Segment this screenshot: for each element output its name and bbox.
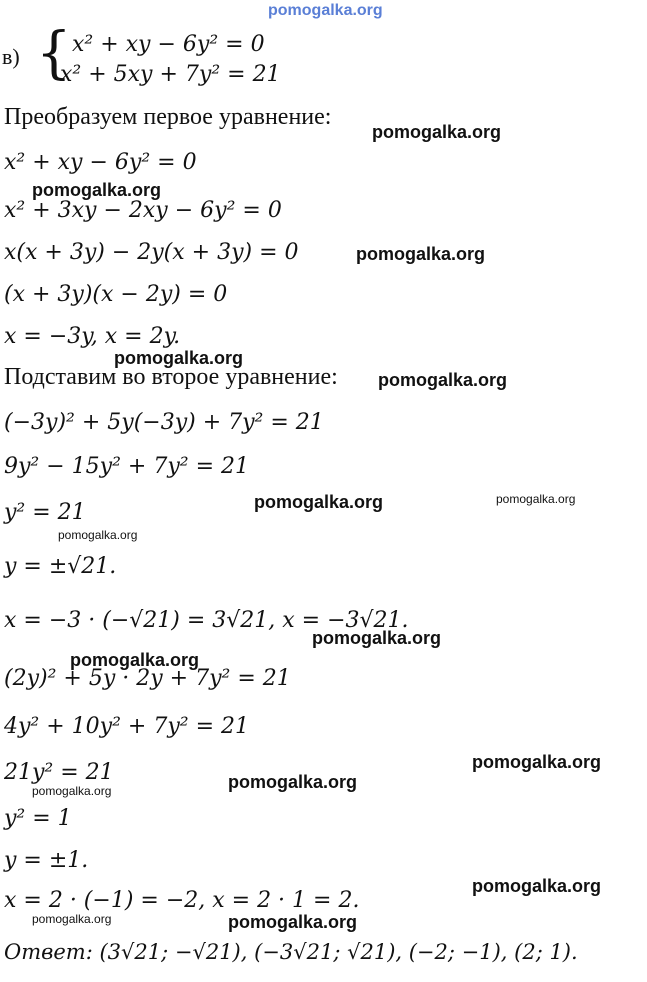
watermark: pomogalka.org — [356, 244, 486, 264]
equation-line: x² + xy − 6y² = 0 — [4, 150, 197, 175]
equation-line: y² = 1 — [4, 806, 72, 831]
watermark: pomogalka.org — [472, 876, 602, 896]
equation-line: (−3y)² + 5y(−3y) + 7y² = 21 — [4, 410, 324, 435]
equation-line: (x + 3y)(x − 2y) = 0 — [4, 282, 228, 307]
equation-line: x(x + 3y) − 2y(x + 3y) = 0 — [4, 240, 299, 265]
watermark: pomogalka.org — [32, 912, 112, 926]
watermark: pomogalka.org — [228, 772, 358, 792]
watermark: pomogalka.org — [32, 180, 162, 200]
watermark: pomogalka.org — [496, 492, 576, 506]
watermark: pomogalka.org — [372, 122, 502, 142]
equation-line: 9y² − 15y² + 7y² = 21 — [4, 454, 249, 479]
equation-line: (2y)² + 5y · 2y + 7y² = 21 — [4, 666, 291, 691]
watermark-top: pomogalka.org — [268, 2, 383, 19]
equation-line: 4y² + 10y² + 7y² = 21 — [4, 714, 249, 739]
watermark: pomogalka.org — [114, 348, 244, 368]
watermark: pomogalka.org — [32, 784, 112, 798]
watermark: pomogalka.org — [472, 752, 602, 772]
line-transform-heading: Преобразуем первое уравнение: — [4, 104, 332, 130]
watermark: pomogalka.org — [58, 528, 138, 542]
watermark: pomogalka.org — [228, 912, 358, 932]
system-brace: { — [36, 21, 72, 86]
equation-line: y² = 21 — [4, 500, 86, 525]
equation-line: y = ±1. — [4, 848, 89, 873]
watermark: pomogalka.org — [254, 492, 384, 512]
answer-line: Ответ: (3√21; −√21), (−3√21; √21), (−2; −1), (2; 1). — [4, 940, 578, 964]
system-equation-1: x² + xy − 6y² = 0 — [72, 32, 265, 57]
system-equation-2: x² + 5xy + 7y² = 21 — [60, 62, 281, 87]
equation-line: x² + 3xy − 2xy − 6y² = 0 — [4, 198, 282, 223]
equation-line: y = ±√21. — [4, 554, 117, 579]
system-label: в) — [2, 44, 20, 69]
equation-line: x = 2 · (−1) = −2, x = 2 · 1 = 2. — [4, 888, 360, 913]
equation-line: x = −3 · (−√21) = 3√21, x = −3√21. — [4, 608, 409, 633]
equation-line: 21y² = 21 — [4, 760, 114, 785]
equation-line: x = −3y, x = 2y. — [4, 324, 181, 349]
watermark: pomogalka.org — [70, 650, 200, 670]
line-substitute-heading: Подставим во второе уравнение: — [4, 364, 338, 390]
watermark: pomogalka.org — [312, 628, 442, 648]
watermark: pomogalka.org — [378, 370, 508, 390]
